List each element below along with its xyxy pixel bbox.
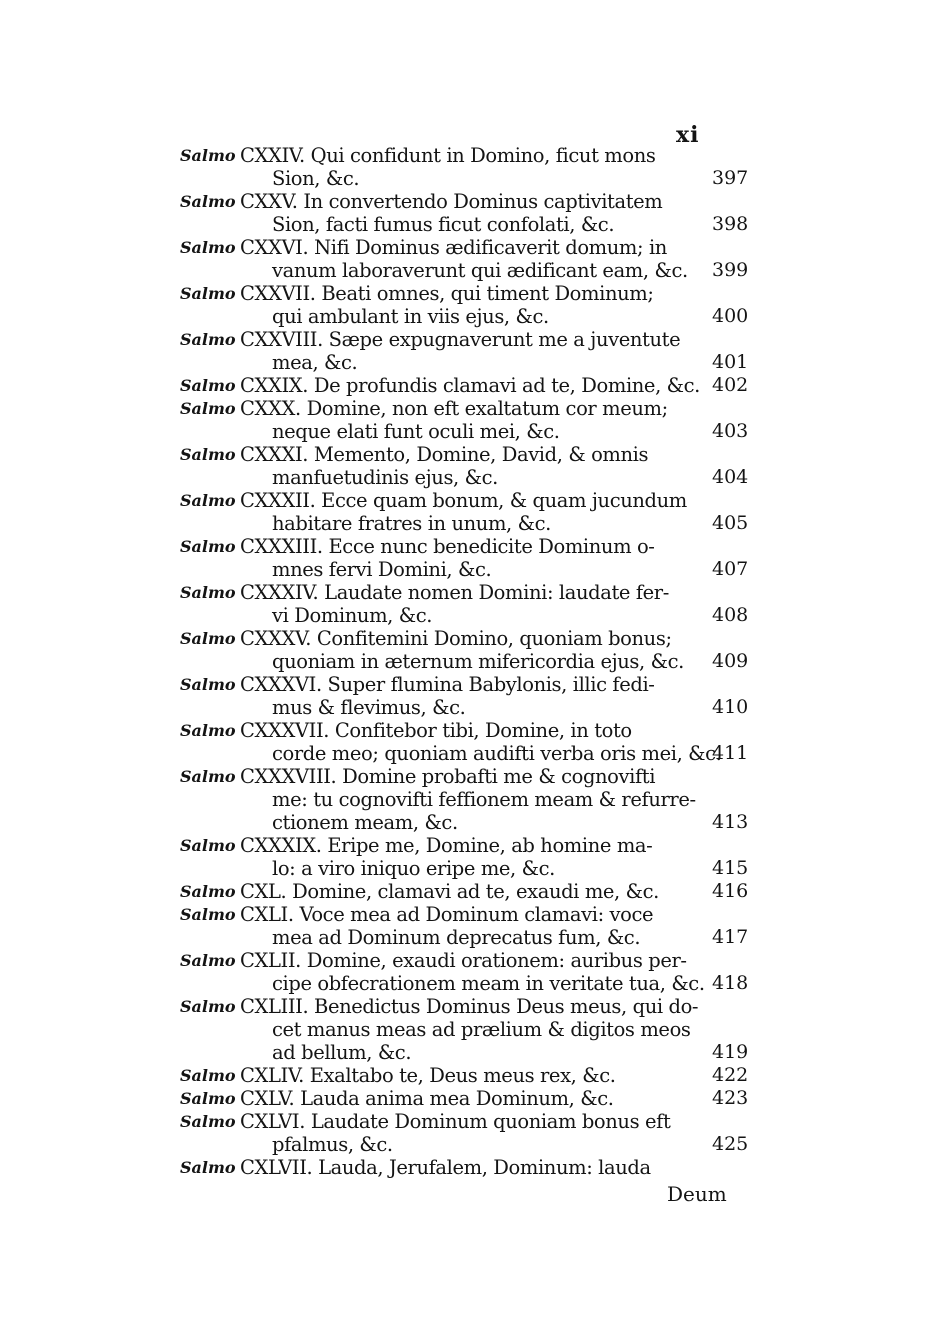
entry-title: vi Dominum, &c.	[272, 604, 433, 627]
entry-title: CXLIII. Benedictus Dominus Deus meus, qui do-	[240, 995, 699, 1018]
entry-continuation-line	[0, 1041, 936, 1064]
entry-title: vanum laboraverunt qui ædificant eam, &c.	[272, 259, 688, 282]
entry-first-line	[0, 328, 936, 351]
toc-entry	[0, 903, 936, 949]
entry-label: Salmo	[180, 399, 236, 418]
entry-page-number: 413	[712, 811, 749, 833]
entry-page-number: 410	[712, 696, 749, 718]
entry-title: CXXX. Domine, non eft exaltatum cor meum;	[240, 397, 668, 420]
entry-label: Salmo	[180, 836, 236, 855]
entry-title: CXXXVI. Super flumina Babylonis, illic fedi-	[240, 673, 655, 696]
entry-label: Salmo	[180, 192, 236, 211]
entry-first-line	[0, 144, 936, 167]
entry-title: CXLVI. Laudate Dominum quoniam bonus eft	[240, 1110, 671, 1133]
entry-continuation-line	[0, 604, 936, 627]
entry-first-line	[0, 834, 936, 857]
entry-continuation-line	[0, 558, 936, 581]
toc-entry	[0, 190, 936, 236]
entry-label: Salmo	[180, 330, 236, 349]
entry-continuation-line	[0, 742, 936, 765]
entry-title: me: tu cognovifti feffionem meam & refurre-	[272, 788, 696, 811]
entry-title: CXLI. Voce mea ad Dominum clamavi: voce	[240, 903, 654, 926]
entry-continuation-line	[0, 811, 936, 834]
toc-entry	[0, 1156, 936, 1179]
entry-title: corde meo; quoniam audifti verba oris mei, &c.	[272, 742, 722, 765]
entry-page-number: 404	[712, 466, 749, 488]
entry-title: CXXIX. De profundis clamavi ad te, Domine, &c.	[240, 374, 700, 397]
toc-entry	[0, 282, 936, 328]
entry-label: Salmo	[180, 951, 236, 970]
toc-entry	[0, 374, 936, 397]
toc-entry	[0, 719, 936, 765]
entry-label: Salmo	[180, 1089, 236, 1108]
entry-first-line	[0, 1156, 936, 1179]
entry-page-number: 402	[712, 374, 749, 396]
entry-continuation-line	[0, 696, 936, 719]
entry-title: CXXV. In convertendo Dominus captivitatem	[240, 190, 663, 213]
entry-title: ctionem meam, &c.	[272, 811, 458, 834]
entry-title: CXL. Domine, clamavi ad te, exaudi me, &c.	[240, 880, 659, 903]
entry-title: CXXXIV. Laudate nomen Domini: laudate fer-	[240, 581, 669, 604]
entry-title: CXXVII. Beati omnes, qui timent Dominum;	[240, 282, 654, 305]
entry-label: Salmo	[180, 445, 236, 464]
entry-first-line	[0, 535, 936, 558]
entry-title: Sion, facti fumus ficut confolati, &c.	[272, 213, 615, 236]
entry-continuation-line	[0, 650, 936, 673]
entry-title: ad bellum, &c.	[272, 1041, 412, 1064]
entry-title: cipe obfecrationem meam in veritate tua, &c.	[272, 972, 705, 995]
entry-page-number: 405	[712, 512, 749, 534]
entry-page-number: 419	[712, 1041, 749, 1063]
toc-entry	[0, 1087, 936, 1110]
entry-title: mnes fervi Domini, &c.	[272, 558, 492, 581]
entry-page-number: 417	[712, 926, 749, 948]
entry-title: CXLII. Domine, exaudi orationem: auribus per-	[240, 949, 687, 972]
toc-entry	[0, 627, 936, 673]
entry-continuation-line	[0, 213, 936, 236]
entry-continuation-line	[0, 305, 936, 328]
entry-first-line	[0, 903, 936, 926]
entry-page-number: 411	[712, 742, 749, 764]
toc-entry	[0, 1110, 936, 1156]
toc-entry	[0, 328, 936, 374]
entry-first-line	[0, 1110, 936, 1133]
entry-title: CXXXI. Memento, Domine, David, & omnis	[240, 443, 649, 466]
entry-first-line	[0, 765, 936, 788]
entry-label: Salmo	[180, 629, 236, 648]
entry-page-number: 409	[712, 650, 749, 672]
entry-title: neque elati funt oculi mei, &c.	[272, 420, 560, 443]
entry-title: lo: a viro iniquo eripe me, &c.	[272, 857, 555, 880]
entry-continuation-line	[0, 926, 936, 949]
toc-entry	[0, 880, 936, 903]
entry-page-number: 398	[712, 213, 749, 235]
entry-first-line	[0, 719, 936, 742]
entry-page-number: 397	[712, 167, 749, 189]
entry-label: Salmo	[180, 675, 236, 694]
catchword: Deum	[667, 1182, 727, 1206]
entry-continuation-line	[0, 972, 936, 995]
toc-entry	[0, 144, 936, 190]
entry-label: Salmo	[180, 721, 236, 740]
toc-entry	[0, 489, 936, 535]
entry-page-number: 401	[712, 351, 749, 373]
entry-label: Salmo	[180, 583, 236, 602]
entry-first-line	[0, 374, 936, 397]
entry-first-line	[0, 995, 936, 1018]
entry-title: quoniam in æternum mifericordia ejus, &c.	[272, 650, 684, 673]
entry-title: mus & flevimus, &c.	[272, 696, 466, 719]
entry-title: CXXXIII. Ecce nunc benedicite Dominum o-	[240, 535, 655, 558]
entry-title: CXLV. Lauda anima mea Dominum, &c.	[240, 1087, 614, 1110]
entry-title: CXXXVII. Confitebor tibi, Domine, in toto	[240, 719, 632, 742]
entry-label: Salmo	[180, 882, 236, 901]
entry-title: mea ad Dominum deprecatus fum, &c.	[272, 926, 641, 949]
entry-title: CXXXV. Confitemini Domino, quoniam bonus;	[240, 627, 672, 650]
entry-continuation-line	[0, 788, 936, 811]
entry-first-line	[0, 1064, 936, 1087]
entry-title: habitare fratres in unum, &c.	[272, 512, 551, 535]
entry-page-number: 400	[712, 305, 749, 327]
entry-label: Salmo	[180, 905, 236, 924]
entry-title: CXXIV. Qui confidunt in Domino, ficut mons	[240, 144, 656, 167]
entry-label: Salmo	[180, 238, 236, 257]
entry-continuation-line	[0, 1018, 936, 1041]
entry-page-number: 418	[712, 972, 749, 994]
entry-title: CXXVIII. Sæpe expugnaverunt me a juventute	[240, 328, 681, 351]
entry-label: Salmo	[180, 1112, 236, 1131]
entry-label: Salmo	[180, 997, 236, 1016]
toc-entry	[0, 236, 936, 282]
entry-continuation-line	[0, 420, 936, 443]
entry-label: Salmo	[180, 146, 236, 165]
entry-continuation-line	[0, 466, 936, 489]
toc-entry	[0, 581, 936, 627]
entry-continuation-line	[0, 167, 936, 190]
toc-entry	[0, 1064, 936, 1087]
toc-entry	[0, 834, 936, 880]
entry-title: CXXXIX. Eripe me, Domine, ab homine ma-	[240, 834, 653, 857]
entry-label: Salmo	[180, 1066, 236, 1085]
entry-first-line	[0, 397, 936, 420]
entry-title: CXXXVIII. Domine probafti me & cognovifti	[240, 765, 656, 788]
entry-page-number: 407	[712, 558, 749, 580]
entry-title: qui ambulant in viis ejus, &c.	[272, 305, 549, 328]
toc-entry	[0, 443, 936, 489]
entry-title: manfuetudinis ejus, &c.	[272, 466, 498, 489]
entry-title: Sion, &c.	[272, 167, 360, 190]
entry-first-line	[0, 949, 936, 972]
entry-title: CXLIV. Exaltabo te, Deus meus rex, &c.	[240, 1064, 616, 1087]
entry-first-line	[0, 581, 936, 604]
entry-title: CXXVI. Nifi Dominus ædificaverit domum; in	[240, 236, 667, 259]
entry-first-line	[0, 673, 936, 696]
entry-continuation-line	[0, 512, 936, 535]
entry-title: mea, &c.	[272, 351, 358, 374]
entry-label: Salmo	[180, 537, 236, 556]
toc-entry	[0, 765, 936, 834]
page-number: xi	[676, 122, 700, 148]
entry-title: cet manus meas ad prælium & digitos meos	[272, 1018, 691, 1041]
entry-title: CXLVII. Lauda, Jerufalem, Dominum: lauda	[240, 1156, 651, 1179]
toc-entry	[0, 397, 936, 443]
entry-first-line	[0, 282, 936, 305]
entry-first-line	[0, 880, 936, 903]
entry-page-number: 408	[712, 604, 749, 626]
entry-first-line	[0, 190, 936, 213]
entry-page-number: 422	[712, 1064, 749, 1086]
entry-continuation-line	[0, 351, 936, 374]
entry-page-number: 416	[712, 880, 749, 902]
entry-first-line	[0, 1087, 936, 1110]
entry-label: Salmo	[180, 491, 236, 510]
entry-continuation-line	[0, 1133, 936, 1156]
entry-label: Salmo	[180, 1158, 236, 1177]
toc-entry	[0, 535, 936, 581]
entry-page-number: 423	[712, 1087, 749, 1109]
entry-continuation-line	[0, 857, 936, 880]
toc-entry	[0, 673, 936, 719]
table-of-contents	[0, 144, 936, 1179]
toc-entry	[0, 995, 936, 1064]
entry-first-line	[0, 443, 936, 466]
entry-title: pfalmus, &c.	[272, 1133, 393, 1156]
entry-label: Salmo	[180, 767, 236, 786]
entry-page-number: 403	[712, 420, 749, 442]
entry-continuation-line	[0, 259, 936, 282]
entry-page-number: 415	[712, 857, 749, 879]
entry-page-number: 399	[712, 259, 749, 281]
entry-title: CXXXII. Ecce quam bonum, & quam jucundum	[240, 489, 687, 512]
entry-first-line	[0, 236, 936, 259]
entry-page-number: 425	[712, 1133, 749, 1155]
entry-label: Salmo	[180, 376, 236, 395]
entry-first-line	[0, 489, 936, 512]
entry-first-line	[0, 627, 936, 650]
entry-label: Salmo	[180, 284, 236, 303]
toc-entry	[0, 949, 936, 995]
